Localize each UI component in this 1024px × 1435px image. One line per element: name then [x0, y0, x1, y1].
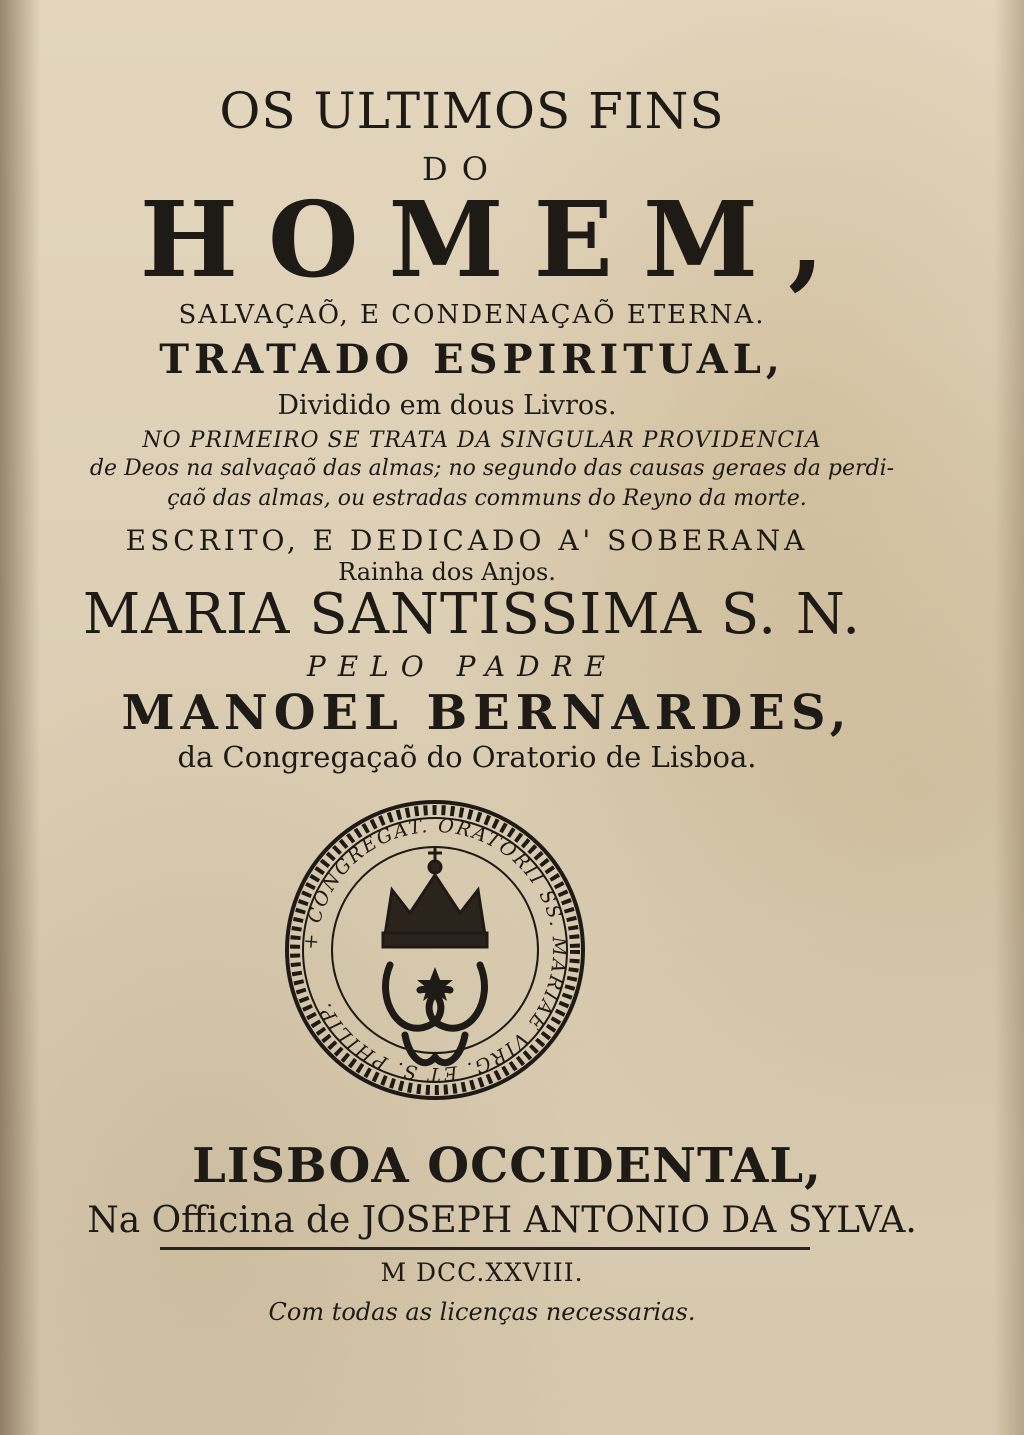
- subtitle: SALVAÇAÕ, E CONDENAÇAÕ ETERNA.: [178, 300, 766, 330]
- title-line-2: DO: [422, 150, 502, 188]
- treatise-heading: TRATADO ESPIRITUAL,: [159, 336, 785, 383]
- description-line-1: NO PRIMEIRO SE TRATA DA SINGULAR PROVIDENCIA: [142, 428, 822, 453]
- title-line-3: HOMEM,: [139, 178, 855, 301]
- dedication-line-2: Rainha dos Anjos.: [338, 558, 556, 586]
- seal-legend: + CONGREGAT. ORATORII SS. MARIAE VIRG. ET S. PHILIP.: [299, 814, 571, 1086]
- divider-rule: [160, 1247, 810, 1250]
- imprint-city: LISBOA OCCIDENTAL,: [192, 1138, 822, 1194]
- printer-emblem-icon: [280, 795, 590, 1105]
- by-line: PELO PADRE: [306, 650, 618, 683]
- divided-note: Dividido em dous Livros.: [277, 390, 617, 421]
- author-name: MANOEL BERNARDES,: [121, 685, 853, 741]
- description-line-2: de Deos na salvaçaõ das almas; no segundo das causas geraes da perdi-: [89, 456, 895, 481]
- title-line-1: OS ULTIMOS FINS: [219, 82, 725, 140]
- dedicatee: MARIA SANTISSIMA S. N.: [82, 582, 862, 647]
- imprint-year: M DCC.XXVIII.: [380, 1258, 584, 1287]
- imprint-printer: Na Officina de JOSEPH ANTONIO DA SYLVA.: [87, 1200, 917, 1241]
- description-line-3: çaõ das almas, ou estradas communs do Reyno da morte.: [167, 486, 807, 511]
- author-affiliation: da Congregaçaõ do Oratorio de Lisboa.: [177, 740, 757, 774]
- dedication-line-1: ESCRITO, E DEDICADO A' SOBERANA: [125, 524, 809, 557]
- imprint-licenses: Com todas as licenças necessarias.: [268, 1298, 696, 1326]
